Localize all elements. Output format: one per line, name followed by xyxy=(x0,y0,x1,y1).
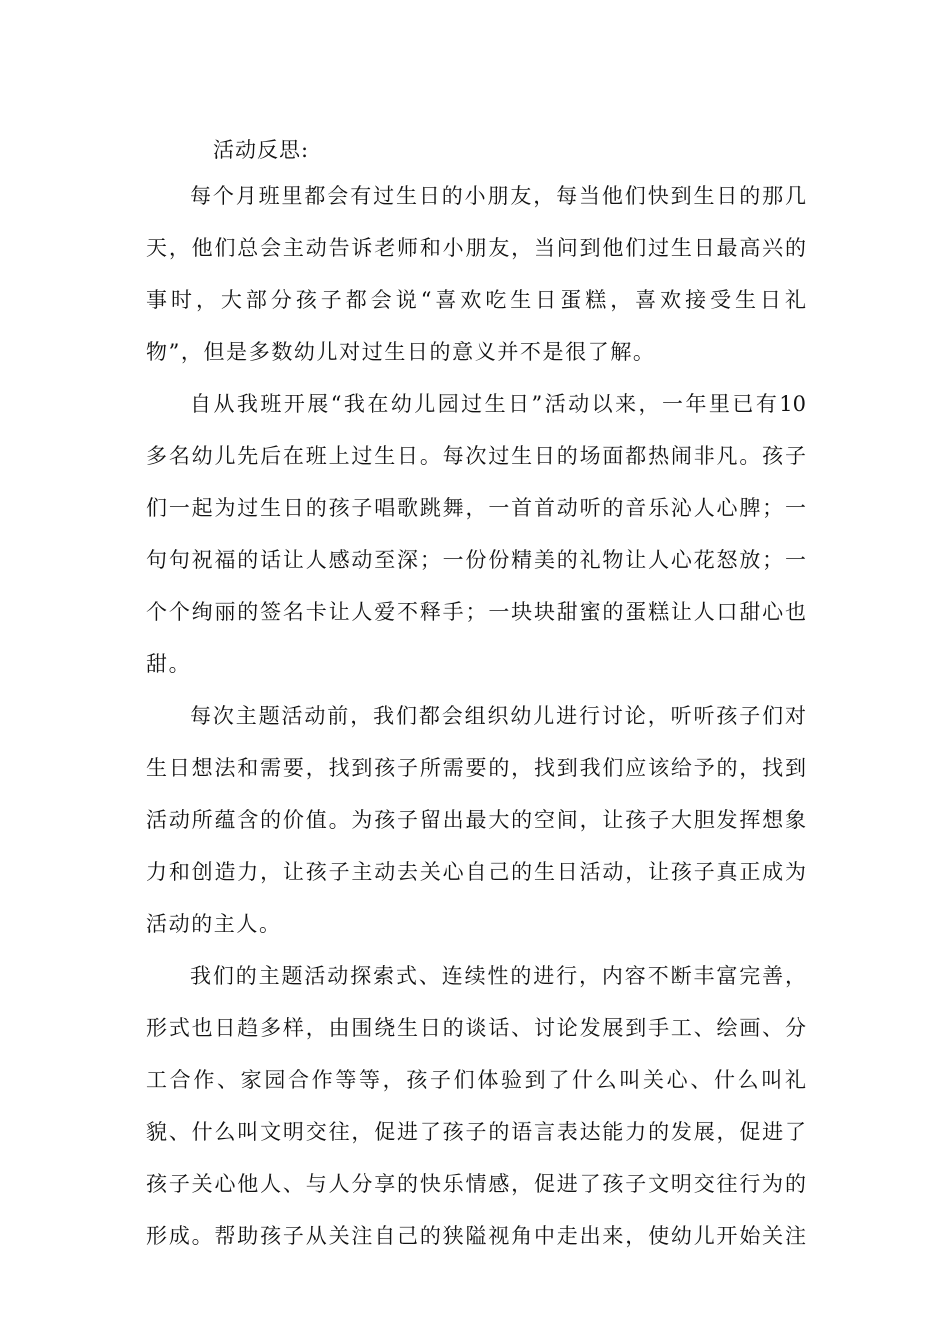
paragraph-3-line-5: 活动的主人。 xyxy=(146,912,282,936)
paragraph-3-line-2: 生日想法和需要，找到孩子所需要的，找到我们应该给予的，找到 xyxy=(146,756,806,780)
paragraph-4-line-5: 孩子关心他人、与人分享的快乐情感，促进了孩子文明交往行为的 xyxy=(146,1172,806,1196)
paragraph-2-line-6: 甜。 xyxy=(146,652,192,676)
paragraph-4-line-6: 形成。帮助孩子从关注自己的狭隘视角中走出来，使幼儿开始关注 xyxy=(146,1224,806,1248)
paragraph-4-line-2: 形式也日趋多样，由围绕生日的谈话、讨论发展到手工、绘画、分 xyxy=(146,1016,806,1040)
section-heading: 活动反思: xyxy=(213,138,310,162)
paragraph-4-line-3: 工合作、家园合作等等，孩子们体验到了什么叫关心、什么叫礼 xyxy=(146,1068,806,1092)
paragraph-1-line-1: 每个月班里都会有过生日的小朋友，每当他们快到生日的那几 xyxy=(190,184,806,208)
paragraph-1-line-4: 物”，但是多数幼儿对过生日的意义并不是很了解。 xyxy=(146,340,656,364)
paragraph-3-line-4: 力和创造力，让孩子主动去关心自己的生日活动，让孩子真正成为 xyxy=(146,860,806,884)
paragraph-1-line-2: 天，他们总会主动告诉老师和小朋友，当问到他们过生日最高兴的 xyxy=(146,236,806,260)
paragraph-2-line-3: 们一起为过生日的孩子唱歌跳舞，一首首动听的音乐沁人心脾；一 xyxy=(146,496,806,520)
paragraph-1-line-3: 事时，大部分孩子都会说“喜欢吃生日蛋糕，喜欢接受生日礼 xyxy=(146,288,806,312)
paragraph-3-line-3: 活动所蕴含的价值。为孩子留出最大的空间，让孩子大胆发挥想象 xyxy=(146,808,806,832)
paragraph-2-line-5: 个个绚丽的签名卡让人爱不释手；一块块甜蜜的蛋糕让人口甜心也 xyxy=(146,600,806,624)
paragraph-4-line-1: 我们的主题活动探索式、连续性的进行，内容不断丰富完善， xyxy=(190,964,806,988)
paragraph-4-line-4: 貌、什么叫文明交往，促进了孩子的语言表达能力的发展，促进了 xyxy=(146,1120,806,1144)
paragraph-2-line-4: 句句祝福的话让人感动至深；一份份精美的礼物让人心花怒放；一 xyxy=(146,548,806,572)
paragraph-2-line-1: 自从我班开展“我在幼儿园过生日”活动以来，一年里已有10 xyxy=(190,392,806,416)
paragraph-2-line-2: 多名幼儿先后在班上过生日。每次过生日的场面都热闹非凡。孩子 xyxy=(146,444,806,468)
paragraph-3-line-1: 每次主题活动前，我们都会组织幼儿进行讨论，听听孩子们对 xyxy=(190,704,806,728)
